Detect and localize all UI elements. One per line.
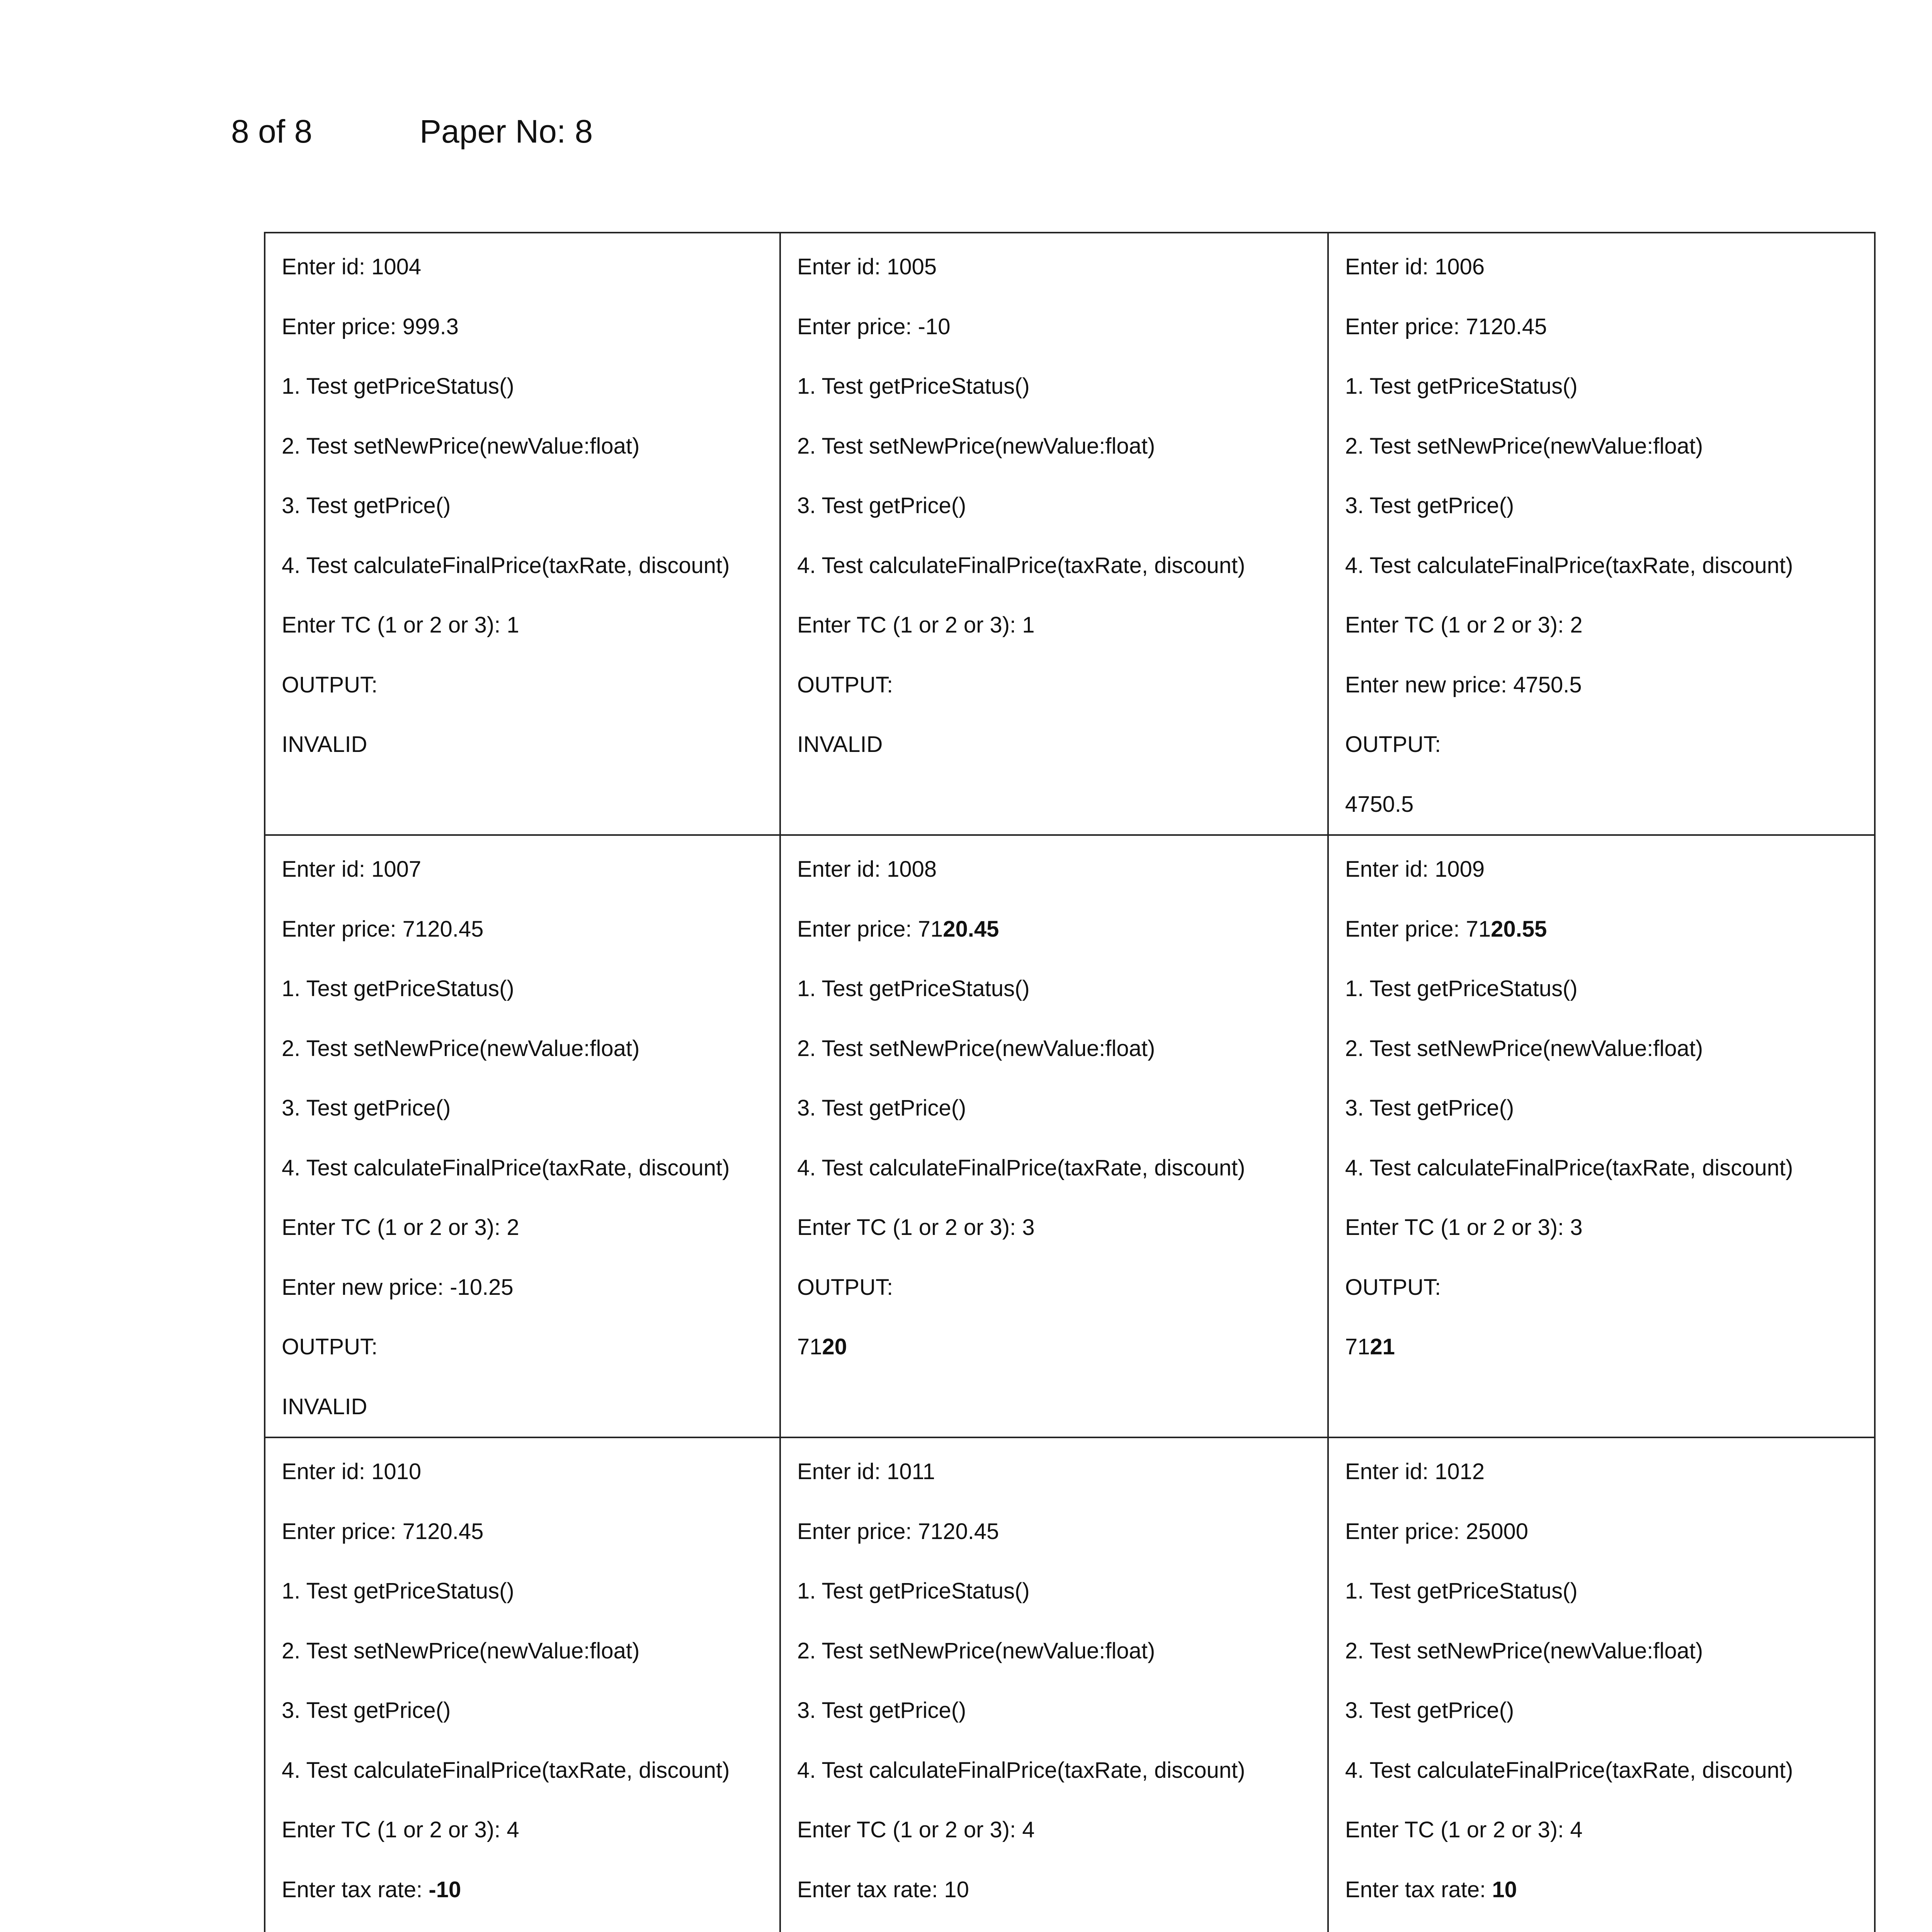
console-line: 3. Test getPrice() (282, 1095, 451, 1121)
console-line: Enter TC (1 or 2 or 3): 2 (282, 1215, 519, 1240)
console-line: Enter TC (1 or 2 or 3): 3 (797, 1215, 1035, 1240)
console-line: Enter price: 7120.55 (1345, 916, 1547, 942)
console-line: Enter id: 1006 (1345, 254, 1485, 279)
console-line: 3. Test getPrice() (282, 1698, 451, 1723)
console-line: Enter TC (1 or 2 or 3): 1 (797, 612, 1035, 638)
console-line: 1. Test getPriceStatus() (797, 976, 1030, 1001)
console-line: Enter price: 7120.45 (1345, 314, 1547, 339)
console-line: 7121 (1345, 1334, 1395, 1359)
console-line: Enter TC (1 or 2 or 3): 3 (1345, 1215, 1583, 1240)
console-line: OUTPUT: (282, 672, 378, 697)
console-line: 2. Test setNewPrice(newValue:float) (1345, 433, 1703, 459)
console-line: 2. Test setNewPrice(newValue:float) (1345, 1638, 1703, 1663)
console-line: Enter id: 1007 (282, 857, 422, 882)
console-line: 3. Test getPrice() (282, 493, 451, 518)
console-line: INVALID (282, 732, 367, 757)
console-line: 4. Test calculateFinalPrice(taxRate, discount) (1345, 1757, 1793, 1783)
console-line: 1. Test getPriceStatus() (797, 1578, 1030, 1604)
test-case-cell (780, 1437, 1328, 1932)
console-line: Enter tax rate: 10 (1345, 1877, 1517, 1902)
console-line: Enter price: 7120.45 (282, 916, 484, 942)
test-case-cell (265, 1437, 780, 1932)
console-line: 2. Test setNewPrice(newValue:float) (282, 1638, 640, 1663)
console-line: 3. Test getPrice() (1345, 493, 1514, 518)
console-line: 1. Test getPriceStatus() (797, 374, 1030, 399)
table-row (265, 233, 1875, 835)
console-line: OUTPUT: (1345, 732, 1441, 757)
console-line (1345, 1920, 1869, 1932)
console-line: 4. Test calculateFinalPrice(taxRate, discount) (797, 1757, 1245, 1783)
console-line: Enter new price: -10.25 (282, 1274, 514, 1300)
test-case-cell (265, 233, 780, 835)
console-line: Enter TC (1 or 2 or 3): 1 (282, 612, 519, 638)
test-case-cell (1328, 233, 1875, 835)
console-line: 3. Test getPrice() (797, 1095, 966, 1121)
console-line: OUTPUT: (282, 1334, 378, 1359)
console-line: Enter TC (1 or 2 or 3): 4 (282, 1817, 519, 1842)
console-line: 2. Test setNewPrice(newValue:float) (797, 1036, 1155, 1061)
test-case-cell (1328, 1437, 1875, 1932)
console-line: 1. Test getPriceStatus() (282, 374, 514, 399)
console-line: 4. Test calculateFinalPrice(taxRate, discount) (797, 553, 1245, 578)
console-line: 2. Test setNewPrice(newValue:float) (797, 1638, 1155, 1663)
console-line: 2. Test setNewPrice(newValue:float) (282, 1036, 640, 1061)
test-case-cell (265, 835, 780, 1437)
table-row (265, 835, 1875, 1437)
console-line: OUTPUT: (1345, 1274, 1441, 1300)
console-line: 4750.5 (1345, 791, 1414, 817)
console-line: Enter new price: 4750.5 (1345, 672, 1582, 697)
console-line: Enter price: 999.3 (282, 314, 459, 339)
console-line: Enter id: 1005 (797, 254, 937, 279)
console-line: OUTPUT: (797, 1274, 893, 1300)
console-line: Enter price: 25000 (1345, 1519, 1528, 1544)
console-line: INVALID (282, 1394, 367, 1419)
console-line: Enter id: 1009 (1345, 857, 1485, 882)
console-line: 4. Test calculateFinalPrice(taxRate, discount) (282, 553, 730, 578)
console-line: Enter price: 7120.45 (282, 1519, 484, 1544)
console-line: 1. Test getPriceStatus() (282, 1578, 514, 1604)
console-line: Enter price: -10 (797, 314, 951, 339)
console-line: 3. Test getPrice() (1345, 1095, 1514, 1121)
console-line: 3. Test getPrice() (1345, 1698, 1514, 1723)
console-line (282, 1920, 774, 1932)
console-line (797, 1920, 1322, 1932)
paper-number: Paper No: 8 (420, 113, 593, 150)
console-line: 1. Test getPriceStatus() (1345, 1578, 1578, 1604)
console-line: Enter id: 1010 (282, 1459, 422, 1484)
console-line: 4. Test calculateFinalPrice(taxRate, discount) (797, 1155, 1245, 1180)
console-line: 1. Test getPriceStatus() (1345, 374, 1578, 399)
console-line: Enter TC (1 or 2 or 3): 2 (1345, 612, 1583, 638)
console-line: 4. Test calculateFinalPrice(taxRate, discount) (282, 1757, 730, 1783)
console-line: Enter id: 1011 (797, 1459, 935, 1484)
console-line: 4. Test calculateFinalPrice(taxRate, discount) (282, 1155, 730, 1180)
console-line: Enter price: 7120.45 (797, 1519, 999, 1544)
console-line: Enter TC (1 or 2 or 3): 4 (1345, 1817, 1583, 1842)
console-line: OUTPUT: (797, 672, 893, 697)
console-line: 4. Test calculateFinalPrice(taxRate, discount) (1345, 1155, 1793, 1180)
console-line: Enter TC (1 or 2 or 3): 4 (797, 1817, 1035, 1842)
test-case-table (264, 232, 1876, 1932)
console-line: Enter price: 7120.45 (797, 916, 999, 942)
page-header (231, 113, 593, 150)
test-case-cell (780, 233, 1328, 835)
console-line: 2. Test setNewPrice(newValue:float) (797, 433, 1155, 459)
console-line: 3. Test getPrice() (797, 493, 966, 518)
console-line: 1. Test getPriceStatus() (282, 976, 514, 1001)
console-line: Enter tax rate: 10 (797, 1877, 969, 1902)
test-case-cell (780, 835, 1328, 1437)
console-line: 2. Test setNewPrice(newValue:float) (282, 433, 640, 459)
console-line: Enter tax rate: -10 (282, 1877, 461, 1902)
console-line: 7120 (797, 1334, 847, 1359)
table-row (265, 1437, 1875, 1932)
test-case-cell (1328, 835, 1875, 1437)
console-line: 4. Test calculateFinalPrice(taxRate, discount) (1345, 553, 1793, 578)
console-line: 1. Test getPriceStatus() (1345, 976, 1578, 1001)
console-line: 2. Test setNewPrice(newValue:float) (1345, 1036, 1703, 1061)
console-line: 3. Test getPrice() (797, 1698, 966, 1723)
console-line: Enter id: 1004 (282, 254, 422, 279)
page-number: 8 of 8 (231, 113, 313, 150)
console-line: Enter id: 1008 (797, 857, 937, 882)
console-line: INVALID (797, 732, 883, 757)
console-line: Enter id: 1012 (1345, 1459, 1485, 1484)
